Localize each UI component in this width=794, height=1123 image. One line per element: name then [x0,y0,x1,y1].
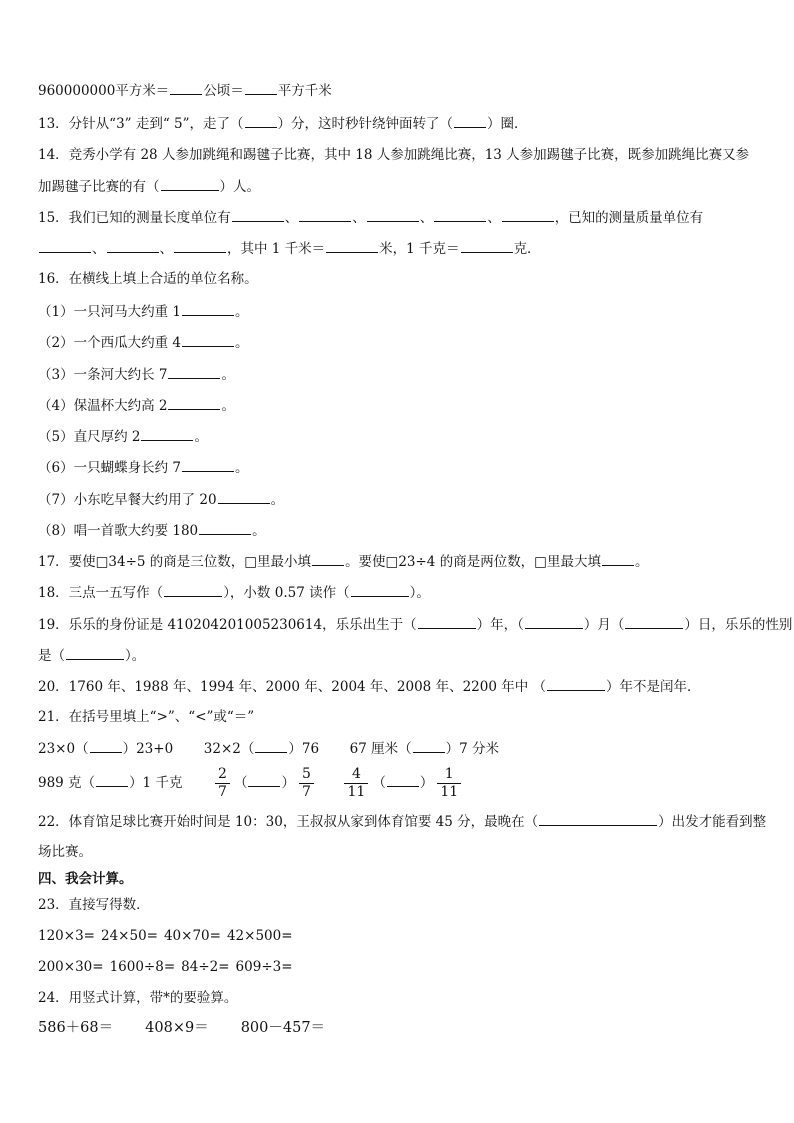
question-15-line2: 、 、 ，其中 1 千米＝ 米，1 千克＝ 克． [38,238,541,259]
blank[interactable] [367,207,419,222]
blank[interactable] [418,614,476,629]
blank[interactable] [164,582,222,597]
blank[interactable] [299,207,351,222]
blank[interactable] [312,551,344,566]
question-16-item: （1）一只河马大约重 1 。 [38,301,248,322]
blank[interactable] [602,551,634,566]
question-17: 17．要使□34÷5 的商是三位数，□里最小填 。要使□23÷4 的商是两位数，□里最大填 。 [38,551,648,572]
question-20: 20．1760 年、1988 年、1994 年、2000 年、2004 年、2008 年、2200 年中 （ ）年不是闰年． [38,676,701,697]
question-23-title: 23．直接写得数． [38,897,150,913]
blank[interactable] [434,207,486,222]
blank[interactable] [66,645,124,660]
blank[interactable] [168,364,220,379]
question-16-item: （8）唱一首歌大约要 180 。 [38,520,266,541]
blank[interactable] [218,489,270,504]
fraction: $\frac{4}{11}$ [344,766,368,801]
blank[interactable] [39,238,91,253]
blank[interactable] [161,176,219,191]
blank[interactable] [170,80,202,95]
blank[interactable] [182,332,234,347]
question-23-row2: 200×30= 1600÷8= 84÷2= 609÷3= [38,959,293,975]
blank[interactable] [525,614,583,629]
question-16-item: （7）小东吃早餐大约用了 20 。 [38,489,284,510]
question-14-line1: 14．竞秀小学有 28 人参加跳绳和踢毽子比赛，其中 18 人参加跳绳比赛，13 人参加踢毽子比赛，既参加跳绳比赛又参 [38,147,750,163]
question-22-line2: 场比赛。 [38,844,92,860]
blank[interactable] [182,457,234,472]
blank[interactable] [168,395,220,410]
blank[interactable] [454,113,486,128]
blank[interactable] [387,772,419,787]
question-19-line2: 是（ ）。 [38,645,145,666]
blank[interactable] [96,772,128,787]
blank[interactable] [107,238,159,253]
blank[interactable] [245,113,277,128]
blank[interactable] [248,772,280,787]
question-22-line1: 22．体育馆足球比赛开始时间是 10：30，王叔叔从家到体育馆要 45 分，最晚在（ ）出发才能看到整 [38,811,766,832]
question-16-item: （5）直尺厚约 2 。 [38,426,208,447]
question-24-title: 24．用竖式计算，带*的要验算。 [38,990,238,1006]
blank[interactable] [245,80,277,95]
question-16-item: （3）一条河大约长 7 。 [38,364,235,385]
blank[interactable] [625,614,683,629]
question-14-line2: 加踢毽子比赛的有（ ）人。 [38,176,260,197]
question-21-row2: 989 克（ ）1 千克 $\frac{2}{7}$ （ ） $\frac{5}{7}$ $\frac{4}{11}$ （ ） $\frac{1}{11}$ [38,764,465,802]
question-18: 18．三点一五写作（ ），小数 0.57 读作（ ）。 [38,582,430,603]
question-16-item: （6）一只蝴蝶身长约 7 。 [38,457,248,478]
question-13: 13．分针从“3” 走到“ 5”，走了（ ）分，这时秒针绕钟面转了（ ）圈． [38,113,528,134]
q12-line: 960000000平方米＝ 公顷＝ 平方千米 [38,80,332,101]
blank[interactable] [255,738,287,753]
blank[interactable] [326,238,378,253]
question-21-title: 21．在括号里填上“>”、“<”或“＝” [38,709,255,725]
section-heading: 四、我会计算。 [38,871,133,887]
blank[interactable] [174,238,226,253]
blank[interactable] [232,207,284,222]
question-15-line1: 15．我们已知的测量长度单位有 、 、 、 、 ，已知的测量质量单位有 [38,207,703,228]
question-23-row1: 120×3= 24×50= 40×70= 42×500= [38,928,293,944]
blank[interactable] [141,426,193,441]
blank[interactable] [539,811,657,826]
question-16-title: 16．在横线上填上合适的单位名称。 [38,271,258,287]
question-24-items: 586＋68＝ 408×9＝ 800－457＝ [38,1020,326,1036]
blank[interactable] [351,582,409,597]
blank[interactable] [547,676,605,691]
blank[interactable] [413,738,445,753]
question-16-item: （2）一个西瓜大约重 4 。 [38,332,248,353]
blank[interactable] [461,238,513,253]
question-19-line1: 19．乐乐的身份证是 410204201005230614，乐乐出生于（ ）年，（ ）月（ ）日，乐乐的性别 [38,614,792,635]
fraction: $\frac{2}{7}$ [215,766,230,801]
blank[interactable] [502,207,554,222]
fraction: $\frac{1}{11}$ [437,766,461,801]
blank[interactable] [199,520,251,535]
question-16-item: （4）保温杯大约高 2 。 [38,395,235,416]
blank[interactable] [90,738,122,753]
fraction: $\frac{5}{7}$ [299,766,314,801]
question-21-row1: 23×0（ ）23+0 32×2（ ）76 67 厘米（ ）7 分米 [38,738,499,759]
blank[interactable] [182,301,234,316]
